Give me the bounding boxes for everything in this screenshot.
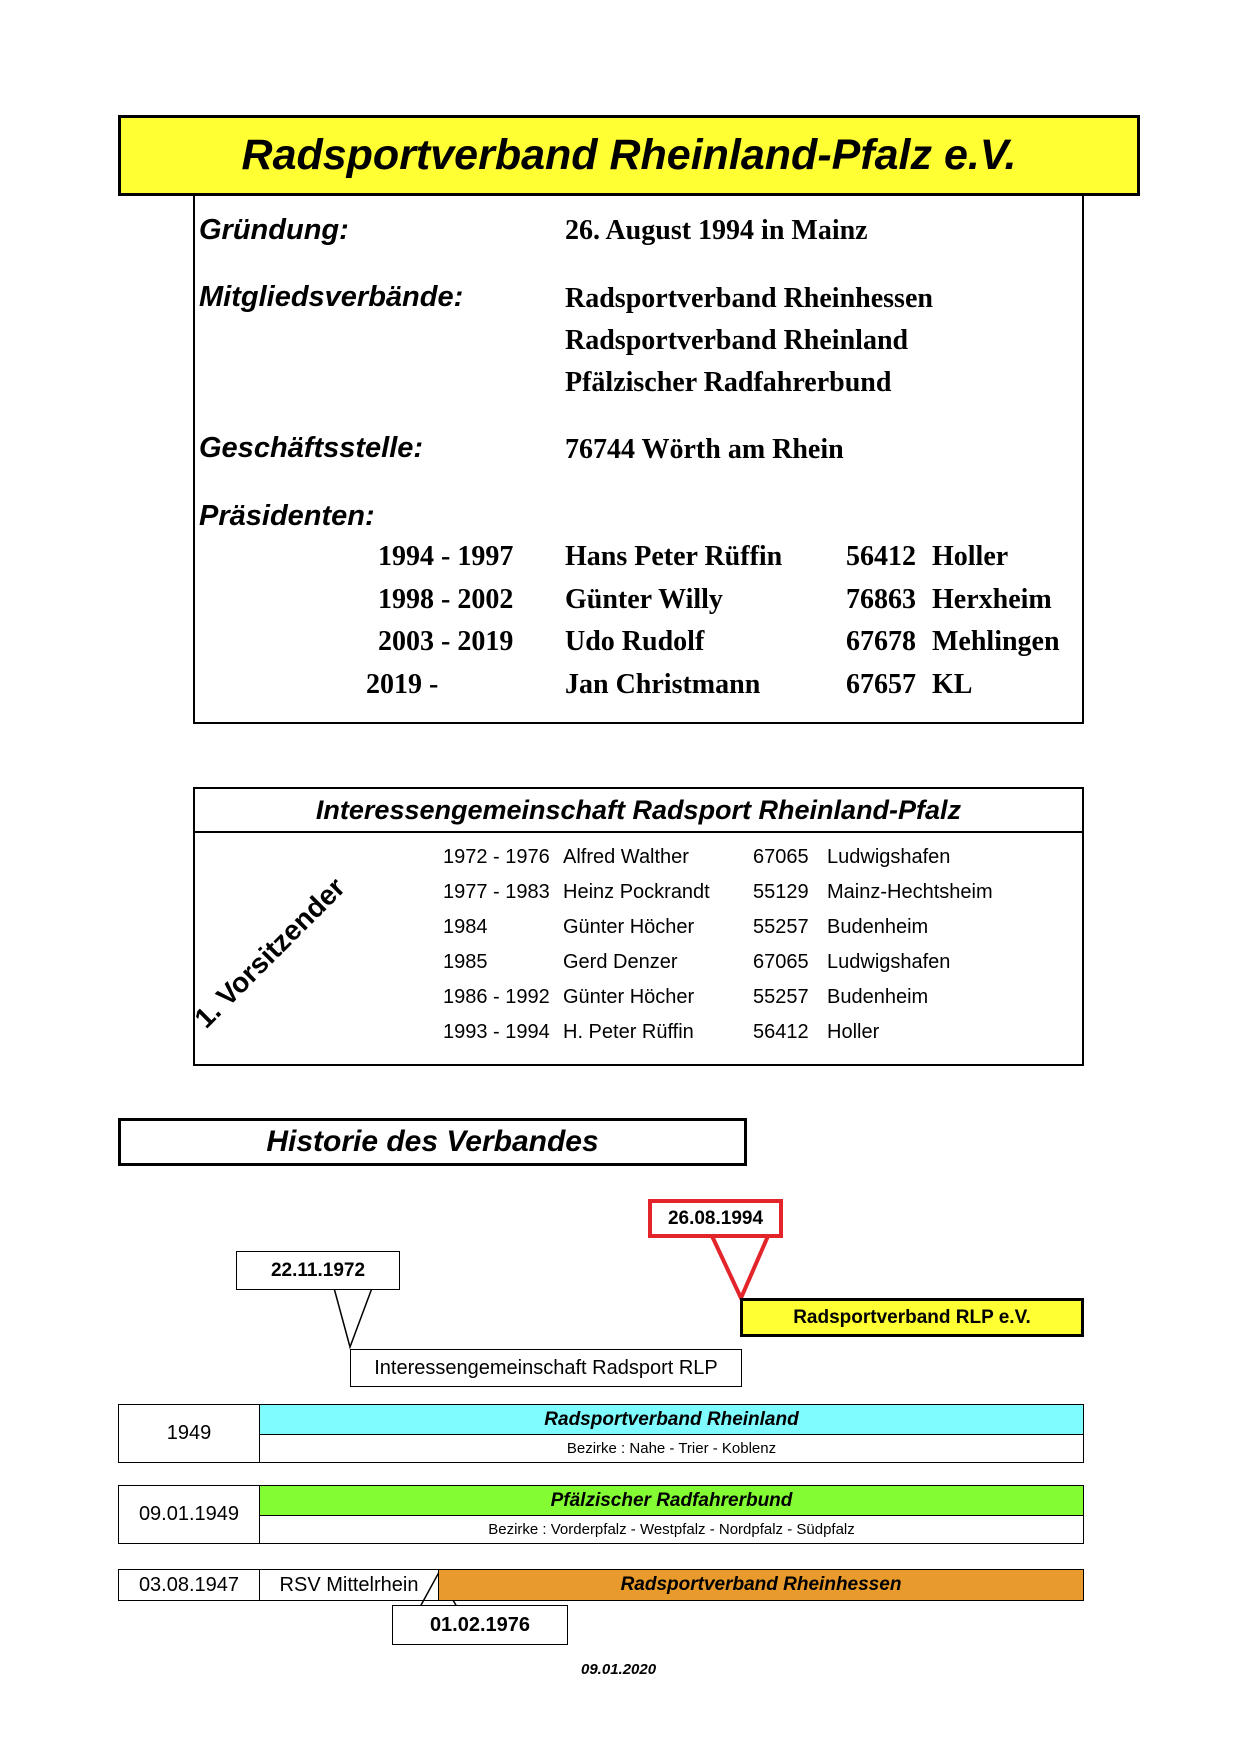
praesidenten-label: Präsidenten: — [199, 500, 375, 532]
rlp-box: Radsportverband RLP e.V. — [740, 1298, 1084, 1337]
ig-row-ort: Ludwigshafen — [827, 951, 951, 973]
historie-title: Historie des Verbandes — [118, 1118, 747, 1166]
praesident-ort: Holler — [932, 541, 1009, 572]
praesident-name: Hans Peter Rüffin — [565, 541, 783, 572]
praesident-plz: 67678 — [846, 626, 916, 657]
ig-row-plz: 67065 — [753, 846, 809, 868]
ig-row-years: 1977 - 1983 — [443, 881, 550, 903]
praesident-years: 2003 - 2019 — [378, 626, 514, 657]
ig-row-name: Günter Höcher — [563, 986, 695, 1008]
ig-row-plz: 67065 — [753, 951, 809, 973]
ig-row-years: 1985 — [443, 951, 488, 973]
praesident-name: Udo Rudolf — [565, 626, 705, 657]
ig-row-name: H. Peter Rüffin — [563, 1021, 694, 1043]
ig-row-plz: 56412 — [753, 1021, 809, 1043]
pfalz-year: 09.01.1949 — [118, 1485, 260, 1544]
ig-row-name: Heinz Pockrandt — [563, 881, 710, 903]
ig-row-name: Gerd Denzer — [563, 951, 678, 973]
praesident-years: 2019 - — [366, 669, 439, 700]
ig-row-ort: Mainz-Hechtsheim — [827, 881, 993, 903]
callout-1972: 22.11.1972 — [236, 1251, 400, 1290]
ig-row-ort: Holler — [827, 1021, 880, 1043]
ig-row-ort: Budenheim — [827, 916, 929, 938]
vorsitzender-label: 1. Vorsitzender — [188, 871, 351, 1034]
page-title: Radsportverband Rheinland-Pfalz e.V. — [241, 131, 1017, 179]
rheinhessen-year: 03.08.1947 — [118, 1569, 260, 1601]
mittelrhein-cell: RSV Mittelrhein — [259, 1569, 439, 1601]
callout-1976: 01.02.1976 — [392, 1605, 568, 1645]
ig-row-years: 1972 - 1976 — [443, 846, 550, 868]
praesident-years: 1994 - 1997 — [378, 541, 514, 572]
praesident-ort: KL — [932, 669, 973, 700]
ig-row-years: 1993 - 1994 — [443, 1021, 550, 1043]
ig-row-name: Günter Höcher — [563, 916, 695, 938]
mitglied-item: Radsportverband Rheinland — [565, 325, 909, 356]
rheinland-year: 1949 — [118, 1404, 260, 1463]
ig-row-ort: Budenheim — [827, 986, 929, 1008]
ig-row-plz: 55257 — [753, 986, 809, 1008]
mitglieder-label: Mitgliedsverbände: — [199, 281, 464, 313]
ig-rlp-box: Interessengemeinschaft Radsport RLP — [350, 1349, 742, 1387]
ig-row-years: 1984 — [443, 916, 488, 938]
praesident-years: 1998 - 2002 — [378, 584, 514, 615]
pfalz-name: Pfälzischer Radfahrerbund — [259, 1485, 1084, 1516]
callout-1994: 26.08.1994 — [648, 1199, 783, 1238]
mitglied-item: Radsportverband Rheinhessen — [565, 283, 933, 314]
praesident-name: Jan Christmann — [565, 669, 761, 700]
praesident-ort: Herxheim — [932, 584, 1052, 615]
ig-row-plz: 55257 — [753, 916, 809, 938]
praesident-ort: Mehlingen — [932, 626, 1060, 657]
pfalz-bezirke: Bezirke : Vorderpfalz - Westpfalz - Nordpfalz - Südpfalz — [259, 1515, 1084, 1544]
ig-row-years: 1986 - 1992 — [443, 986, 550, 1008]
gruendung-label: Gründung: — [199, 214, 349, 246]
ig-row-ort: Ludwigshafen — [827, 846, 951, 868]
gruendung-value: 26. August 1994 in Mainz — [565, 215, 868, 246]
geschaeft-label: Geschäftsstelle: — [199, 432, 424, 464]
footer-date: 09.01.2020 — [581, 1661, 657, 1678]
praesident-plz: 67657 — [846, 669, 916, 700]
ig-title: Interessengemeinschaft Radsport Rheinland-Pfalz — [195, 789, 1082, 833]
praesident-plz: 56412 — [846, 541, 916, 572]
ig-row-name: Alfred Walther — [563, 846, 689, 868]
praesident-name: Günter Willy — [565, 584, 723, 615]
mitglied-item: Pfälzischer Radfahrerbund — [565, 367, 892, 398]
rheinland-bezirke: Bezirke : Nahe - Trier - Koblenz — [259, 1434, 1084, 1463]
geschaeft-value: 76744 Wörth am Rhein — [565, 434, 844, 465]
rheinhessen-name: Radsportverband Rheinhessen — [438, 1569, 1084, 1601]
ig-row-plz: 55129 — [753, 881, 809, 903]
rheinland-name: Radsportverband Rheinland — [259, 1404, 1084, 1435]
praesident-plz: 76863 — [846, 584, 916, 615]
